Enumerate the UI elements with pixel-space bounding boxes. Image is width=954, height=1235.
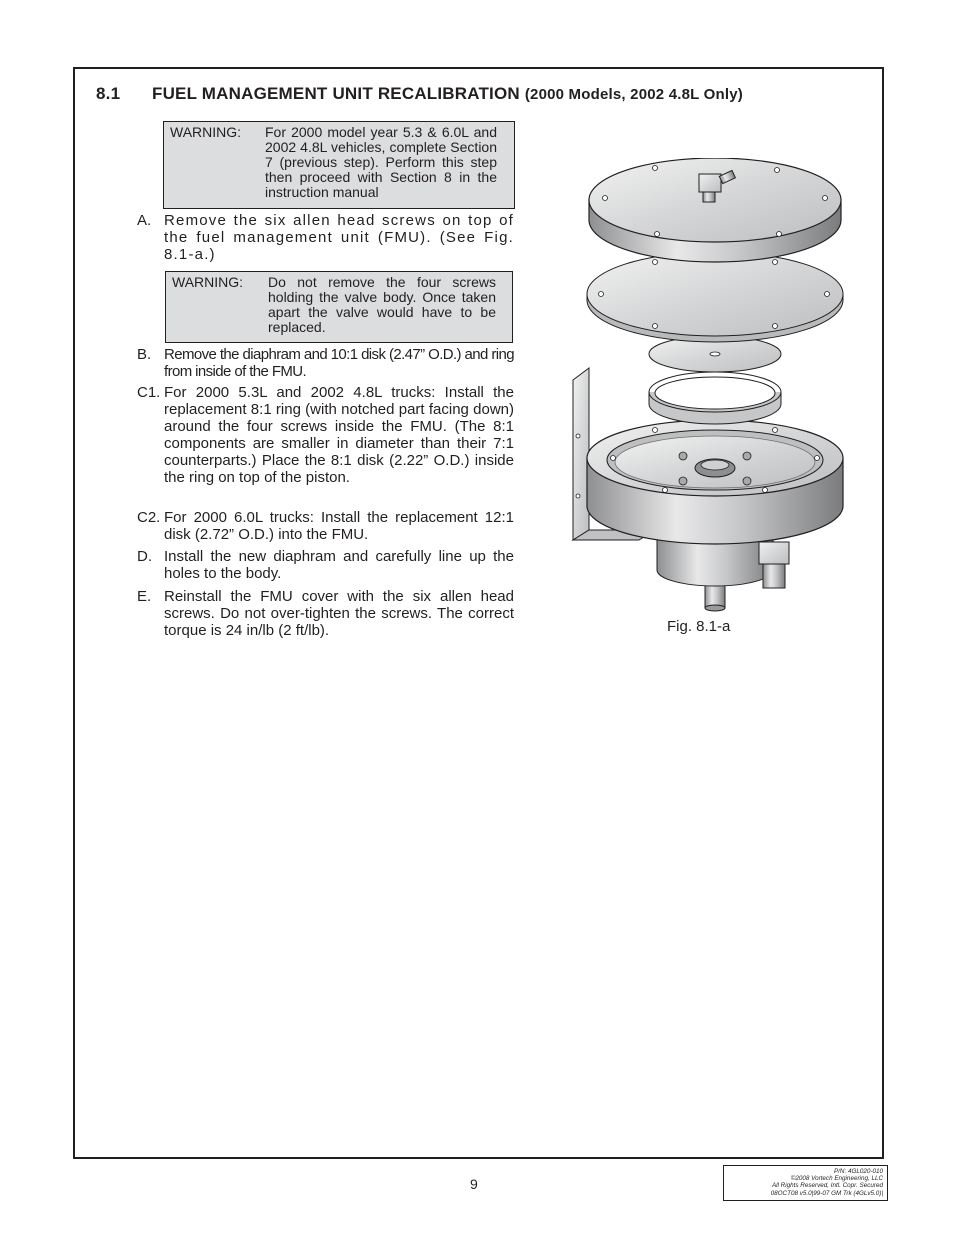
fmu-exploded-illustration xyxy=(565,158,845,618)
fmu-body xyxy=(587,420,843,544)
step-d xyxy=(137,548,514,582)
legal-notice-box xyxy=(723,1165,888,1201)
rights-line: All Rights Reserved, Intl. Copr. Secured xyxy=(771,1182,883,1190)
section-heading xyxy=(96,84,743,104)
figure-caption: Fig. 8.1-a xyxy=(667,618,731,635)
step-key: A. xyxy=(137,212,152,229)
section-title: FUEL MANAGEMENT UNIT RECALIBRATION xyxy=(152,84,520,103)
section-subtitle: (2000 Models, 2002 4.8L Only) xyxy=(524,86,743,103)
calibration-ring xyxy=(649,372,781,424)
section-number: 8.1 xyxy=(96,84,121,103)
diaphragm xyxy=(587,252,843,342)
step-text: Remove the six allen head screws on top of the fuel management unit (FMU). (See Fig. 8.1-a.) xyxy=(164,212,514,263)
warning-text: Do not remove the four screws holding the valve body. Once taken apart the valve would have to be replaced. xyxy=(268,274,496,335)
step-key: E. xyxy=(137,588,152,605)
page-number: 9 xyxy=(470,1176,478,1192)
warning-text: For 2000 model year 5.3 & 6.0L and 2002 4.8L vehicles, complete Section 7 (previous step). Perform this step then proceed with Section 8 in the instruction manual xyxy=(265,124,497,200)
step-b xyxy=(137,346,514,380)
step-key: C1. xyxy=(137,384,161,401)
step-key: C2. xyxy=(137,509,161,526)
warning-label: WARNING: xyxy=(170,124,242,140)
step-a xyxy=(137,212,514,263)
warning-box-2 xyxy=(165,271,513,343)
step-text: Install the new diaphram and carefully line up the holes to the body. xyxy=(164,548,514,582)
warning-box-1 xyxy=(163,121,515,209)
copyright-line: ©2008 Vortech Engineering, LLC xyxy=(790,1175,883,1183)
warning-label: WARNING: xyxy=(172,274,244,290)
step-text: For 2000 5.3L and 2002 4.8L trucks: Install the replacement 8:1 ring (with notched part facing down) around the four screws inside the FMU. (The 8:1 components are smaller in diameter than their 7:1 counterparts.) Place the 8:1 disk (2.22” O.D.) inside the ring on top of the piston. xyxy=(164,384,514,486)
step-text: Reinstall the FMU cover with the six allen head screws. Do not over-tighten the screws. The correct torque is 24 in/lb (2 ft/lb). xyxy=(164,588,514,639)
step-e xyxy=(137,588,514,639)
side-fitting xyxy=(759,542,789,588)
step-key: B. xyxy=(137,346,152,363)
step-text: Remove the diaphram and 10:1 disk (2.47” O.D.) and ring from inside of the FMU. xyxy=(164,346,514,380)
step-text: For 2000 6.0L trucks: Install the replacement 12:1 disk (2.72” O.D.) into the FMU. xyxy=(164,509,514,543)
step-c1 xyxy=(137,384,514,486)
part-number: P/N: 4GL020-010 xyxy=(833,1168,883,1175)
step-key: D. xyxy=(137,548,152,565)
version-line: 08OCT08 v5.0|99-07 GM Trk (4GLv5.0)| xyxy=(770,1189,883,1197)
step-c2 xyxy=(137,509,514,543)
